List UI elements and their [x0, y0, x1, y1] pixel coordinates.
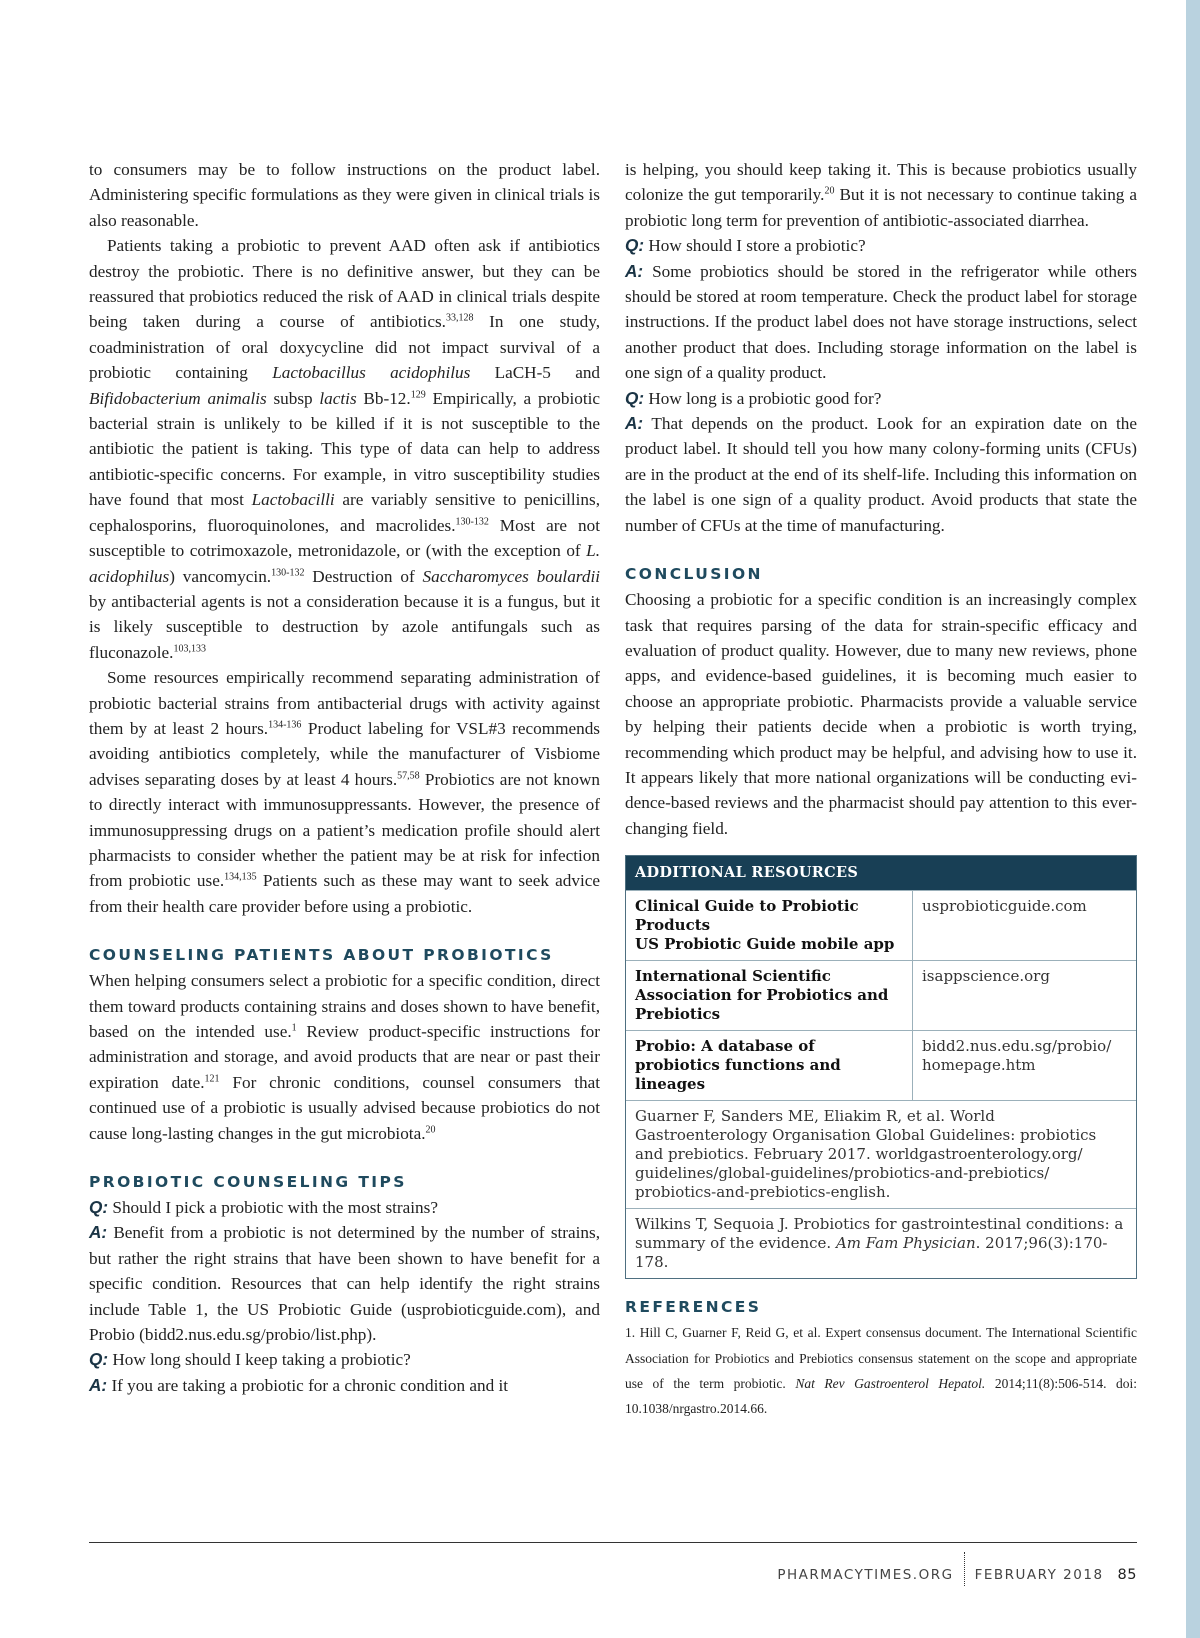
paragraph: Patients taking a probiotic to prevent AAD often ask if antibiotics destroy the probiotic. There is no definitive answer, but they can be reassured that probiotics reduced the risk of AAD in clinical trials despite being taken during a course of antibiotics.$^{33,128}$ In one study, coadministration of oral doxycycline did not impact survival of a probiotic containing Lactobacillus acidophilus LaCH-5 and Bifidobacterium animalis subsp lactis Bb-12.$^{129}$ Empirically, a probiotic bacterial strain is unlikely to be killed if it is not susceptible to the antibiotic the patient is taking. This type of data can help to address antibiotic-specific concerns. For example, in vitro susceptibility studies have found that most Lactobacilli are variably sensitive to penicillins, cephalosporins, fluoroquinolones, and macrolides.$^{130-132}$ Most are not susceptible to cotrimoxazole, metronidazole, or (with the exception of L. acidophilus) vancomycin.$^{130-132}$ Destruction of Saccharomyces boulardii by antibacterial agents is not a consideration because it is a fungus, but it is likely susceptible to destruction by azole antifungals such as fluconazole.$^{103,133}$	[89, 236, 601, 662]
resource-row	[626, 1208, 1136, 1278]
page-footer	[777, 1558, 1137, 1592]
section-heading-counseling: COUNSELING PATIENTS ABOUT PROBIOTICS	[89, 946, 554, 965]
paragraph: is helping, you should keep taking it. This is because probiotics usually colonize the gut temporarily.$^{20}$ But it is not necessary to continue taking a probiotic long term for prevention of antibiotic-associated diarrhea.	[625, 160, 1137, 230]
resource-citation: Guarner F, Sanders ME, Eliakim R, et al. World Gastroenterology Organisation Global Guidelines: probiotics and prebiotics. February 2017. worldgastroenterology.org/ guidelines/global-guidelines/probiotics-and-prebiotics/ probiotics-and-prebiotics-english.	[635, 1107, 1097, 1202]
resource-url[interactable]: usprobioticguide.com	[922, 897, 1087, 916]
footer-date: FEBRUARY 2018	[974, 1567, 1104, 1583]
resource-row	[626, 1100, 1136, 1208]
question: Q: How should I store a probiotic?	[625, 235, 866, 256]
answer: A: If you are taking a probiotic for a chronic condition and it	[89, 1374, 509, 1395]
answer: A: That depends on the product. Look for an expiration date on the product label. It should tell you how many colony-forming units (CFUs) are in the product at the end of its shelf-life. Including this information on the label is one sign of a quality product. Avoid products that state the number of CFUs at the time of manufacturing.	[625, 413, 1137, 535]
resource-name: Probio: A database of probiotics functions and lineages	[626, 1031, 913, 1100]
resource-row	[626, 890, 1136, 960]
question: Q: How long should I keep taking a probiotic?	[89, 1349, 411, 1370]
answer: A: Some probiotics should be stored in the refrigerator while others should be stored at room temperature. Check the product label for storage instructions. If the product label does not have storage instructions, select another product that does. Including storage information on the label is one sign of a quality product.	[625, 260, 1138, 383]
footer-site: PHARMACYTIMES.ORG	[777, 1567, 954, 1583]
question: Q: Should I pick a probiotic with the most strains?	[89, 1197, 438, 1218]
footer-divider	[964, 1552, 965, 1586]
paragraph: Choosing a probiotic for a specific condition is an increasingly complex task that requires parsing of the data for strain-specific efficacy and evaluation of product quality. However, due to many new reviews, phone apps, and evidence-based guidelines, it is becoming much easier to choose an appropriate probiotic. Pharmacists provide a valuable service by helping their patients decide when a probiotic is worth trying, recommending which product may be helpful, and advising how to use it. It appears likely that more national organizations will be conducting evidence-based reviews and the pharmacist should pay attention to this ever-changing field.	[625, 590, 1137, 838]
resource-url[interactable]: bidd2.nus.edu.sg/probio/ homepage.htm	[922, 1037, 1112, 1075]
resource-name: International Scientific Association for Probiotics and Prebiotics	[626, 961, 913, 1030]
right-column	[625, 157, 1137, 1422]
section-heading-conclusion: CONCLUSION	[625, 565, 763, 584]
resource-row	[626, 1030, 1136, 1100]
paragraph: When helping consumers select a probiotic for a specific condition, direct them toward products containing strains and doses shown to have benefit, based on the intended use.$^1$ Review product-specific instructions for administration and storage, and avoid products that are near or past their expiration date.$^{121}$ For chronic conditions, counsel consumers that continued use of a probiotic is usually advised because probiotics do not cause long-lasting changes in the gut microbiota.$^{20}$	[89, 971, 601, 1143]
page-number: 85	[1117, 1567, 1137, 1583]
resources-title: ADDITIONAL RESOURCES	[626, 856, 1136, 890]
left-column	[89, 157, 600, 1398]
section-heading-tips: PROBIOTIC COUNSELING TIPS	[89, 1173, 407, 1192]
reference-item: 1. Hill C, Guarner F, Reid G, et al. Expert consensus document. The International Scientific Association for Probiotics and Prebiotics consensus statement on the scope and appropriate use of the term probiotic. Nat Rev Gastroenterol Hepatol. 2014;11(8):506-514. doi: 10.1038/nrgastro.2014.66.	[625, 1325, 1137, 1417]
paragraph: to consumers may be to follow instructions on the product label. Administering specific formulations as they were given in clinical trials is also reasonable.	[89, 160, 600, 230]
resource-citation: Wilkins T, Sequoia J. Probiotics for gastrointestinal conditions: a summary of the evidence. Am Fam Physician. 2017;96(3):170-178.	[635, 1215, 1124, 1272]
paragraph: Some resources empirically recommend separating administration of probiotic bacterial strains from antibacterial drugs with activity against them by at least 2 hours.$^{134-136}$ Product labeling for VSL#3 recommends avoiding antibiotics completely, while the manufacturer of Visbiome advises separating doses by at least 4 hours.$^{57,58}$ Probiotics are not known to directly interact with immunosuppressants. However, the presence of immunosuppressing drugs on a patient’s medication profile should alert pharmacists to consider whether the patient may be at risk for infection from probiotic use.$^{134,135}$ Patients such as these may want to seek advice from their health care provider before using a probiotic.	[89, 668, 601, 916]
footer-rule	[89, 1542, 1137, 1543]
resource-url[interactable]: isappscience.org	[922, 967, 1050, 986]
question: Q: How long is a probiotic good for?	[625, 387, 882, 408]
page-edge-bar	[1186, 0, 1200, 1638]
additional-resources-box	[625, 855, 1137, 1279]
resource-name: Clinical Guide to Probiotic Products US Probiotic Guide mobile app	[626, 891, 913, 960]
answer: A: Benefit from a probiotic is not determined by the number of strains, but rather the right strains that have been shown to have benefit for a specific condition. Resources that can help identify the right strains include Table 1, the US Probiotic Guide (usprobioticguide.com), and Probio (bidd2.nus.edu.sg/probio/list.php).	[89, 1222, 601, 1345]
resource-row	[626, 960, 1136, 1030]
section-heading-references: REFERENCES	[625, 1298, 762, 1317]
